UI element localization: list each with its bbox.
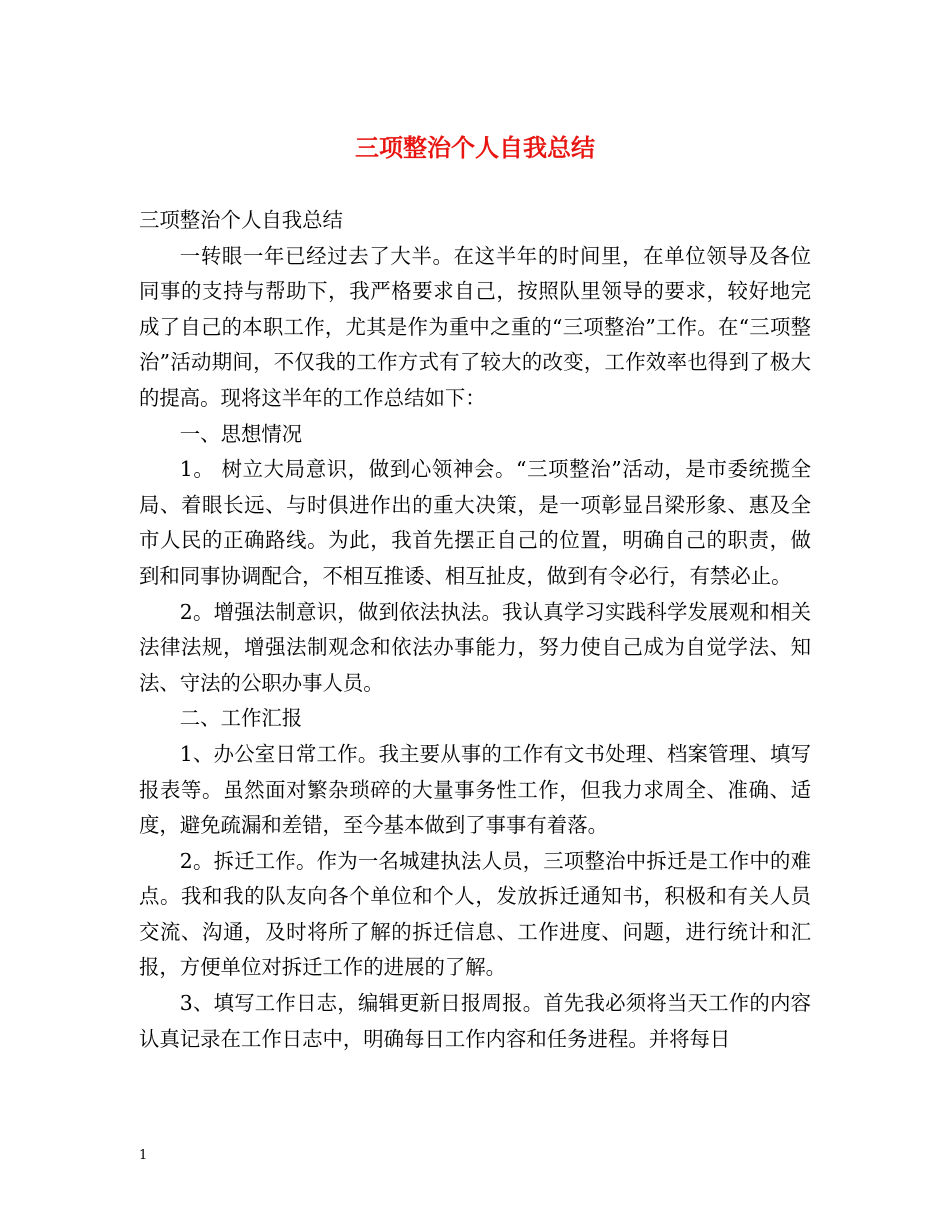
body-paragraph: 一、思想情况 [179, 421, 303, 446]
page-number: 1 [139, 1148, 148, 1163]
body-paragraph: 1、办公室日常工作。我主要从事的工作有文书处理、档案管理、填写报表等。虽然面对繁杂琐碎的大量事务性工作，但我力求周全、准确、适度，避免疏漏和差错，至今基本做到了事事有着落。 [139, 741, 811, 838]
document-body [139, 203, 811, 1057]
body-paragraph: 一转眼一年已经过去了大半。在这半年的时间里，在单位领导及各位同事的支持与帮助下，我严格要求自己，按照队里领导的要求，较好地完成了自己的本职工作，尤其是作为重中之重的“三项整治”工作。在“三项整治”活动期间，不仅我的工作方式有了较大的改变，工作效率也得到了极大的提高。现将这半年的工作总结如下： [139, 243, 811, 410]
body-paragraph: 2。拆迁工作。作为一名城建执法人员，三项整治中拆迁是工作中的难点。我和我的队友向各个单位和个人，发放拆迁通知书，积极和有关人员交流、沟通，及时将所了解的拆迁信息、工作进度、问题，进行统计和汇报，方便单位对拆迁工作的进展的了解。 [139, 848, 811, 980]
body-paragraph: 3、填写工作日志，编辑更新日报周报。首先我必须将当天工作的内容认真记录在工作日志中，明确每日工作内容和任务进程。并将每日 [139, 991, 811, 1051]
body-paragraph: 三项整治个人自我总结 [139, 208, 343, 232]
body-paragraph: 1。 树立大局意识，做到心领神会。“三项整治”活动，是市委统揽全局、着眼长远、与时俱进作出的重大决策，是一项彰显吕梁形象、惠及全市人民的正确路线。为此，我首先摆正自己的位置，明确自己的职责，做到和同事协调配合，不相互推诿、相互扯皮，做到有令必行，有禁必止。 [139, 457, 811, 588]
document-title: 三项整治个人自我总结 [355, 133, 595, 162]
body-paragraph: 2。增强法制意识，做到依法执法。我认真学习实践科学发展观和相关法律法规，增强法制观念和依法办事能力，努力使自己成为自觉学法、知法、守法的公职办事人员。 [139, 599, 811, 695]
body-paragraph: 二、工作汇报 [179, 706, 303, 731]
